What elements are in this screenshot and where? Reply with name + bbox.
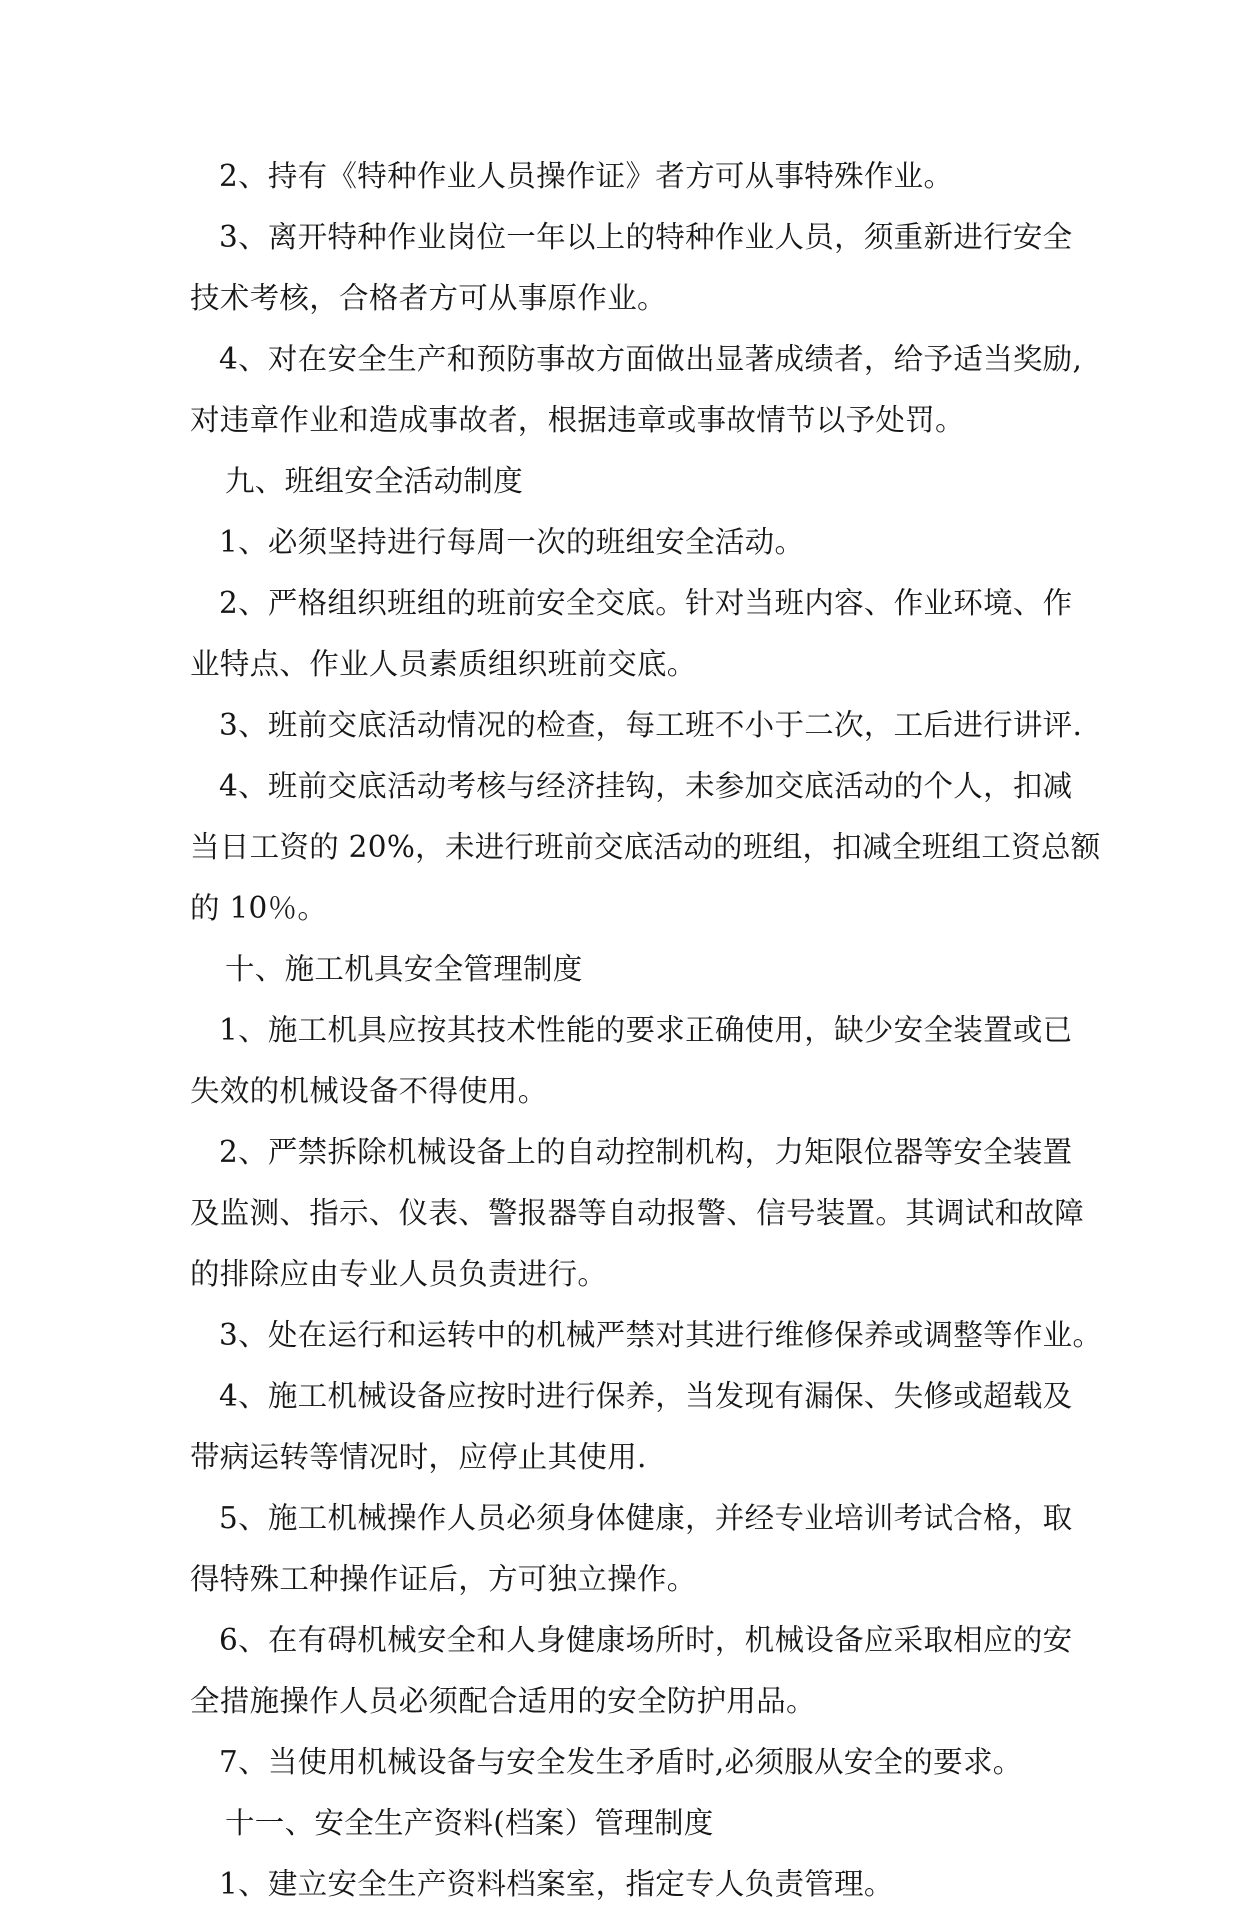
paragraph-line: 1、施工机具应按其技术性能的要求正确使用，缺少安全装置或已 (219, 1013, 1073, 1047)
paragraph-line: 4、施工机械设备应按时进行保养，当发现有漏保、失修或超载及 (219, 1379, 1073, 1413)
paragraph-line: 业特点、作业人员素质组织班前交底。 (190, 647, 697, 681)
paragraph-line: 2、持有《特种作业人员操作证》者方可从事特殊作业。 (219, 159, 954, 193)
paragraph-line: 3、离开特种作业岗位一年以上的特种作业人员，须重新进行安全 (219, 220, 1073, 254)
paragraph-line: 当日工资的 20%，未进行班前交底活动的班组，扣减全班组工资总额 (190, 830, 1101, 864)
paragraph-line: 对违章作业和造成事故者，根据违章或事故情节以予处罚。 (190, 403, 965, 437)
paragraph-line: 4、班前交底活动考核与经济挂钩，未参加交底活动的个人，扣减 (219, 769, 1073, 803)
paragraph-line: 2、严格组织班组的班前安全交底。针对当班内容、作业环境、作 (219, 586, 1073, 620)
section-heading: 九、班组安全活动制度 (225, 464, 524, 498)
paragraph-line: 的 10％。 (190, 891, 328, 925)
paragraph-line: 及监测、指示、仪表、警报器等自动报警、信号装置。其调试和故障 (190, 1196, 1085, 1230)
paragraph-line: 4、对在安全生产和预防事故方面做出显著成绩者，给予适当奖励, (219, 342, 1083, 376)
section-heading: 十、施工机具安全管理制度 (225, 952, 583, 986)
paragraph-line: 技术考核，合格者方可从事原作业。 (190, 281, 667, 315)
paragraph-line: 3、班前交底活动情况的检查，每工班不小于二次，工后进行讲评. (219, 708, 1083, 742)
paragraph-line: 3、处在运行和运转中的机械严禁对其进行维修保养或调整等作业。 (219, 1318, 1103, 1352)
paragraph-line: 失效的机械设备不得使用。 (190, 1074, 548, 1108)
paragraph-line: 1、必须坚持进行每周一次的班组安全活动。 (219, 525, 805, 559)
paragraph-line: 2、严禁拆除机械设备上的自动控制机构，力矩限位器等安全装置 (219, 1135, 1073, 1169)
section-heading: 十一、安全生产资料(档案）管理制度 (225, 1806, 714, 1840)
paragraph-line: 全措施操作人员必须配合适用的安全防护用品。 (190, 1684, 816, 1718)
paragraph-line: 6、在有碍机械安全和人身健康场所时，机械设备应采取相应的安 (219, 1623, 1073, 1657)
paragraph-line: 的排除应由专业人员负责进行。 (190, 1257, 608, 1291)
paragraph-line: 带病运转等情况时，应停止其使用. (190, 1440, 647, 1474)
paragraph-line: 1、建立安全生产资料档案室，指定专人负责管理。 (219, 1867, 894, 1901)
paragraph-line: 得特殊工种操作证后，方可独立操作。 (190, 1562, 697, 1596)
paragraph-line: 5、施工机械操作人员必须身体健康，并经专业培训考试合格，取 (219, 1501, 1073, 1535)
document-page (190, 156, 1103, 1925)
paragraph-line: 7、当使用机械设备与安全发生矛盾时,必须服从安全的要求。 (219, 1745, 1023, 1779)
